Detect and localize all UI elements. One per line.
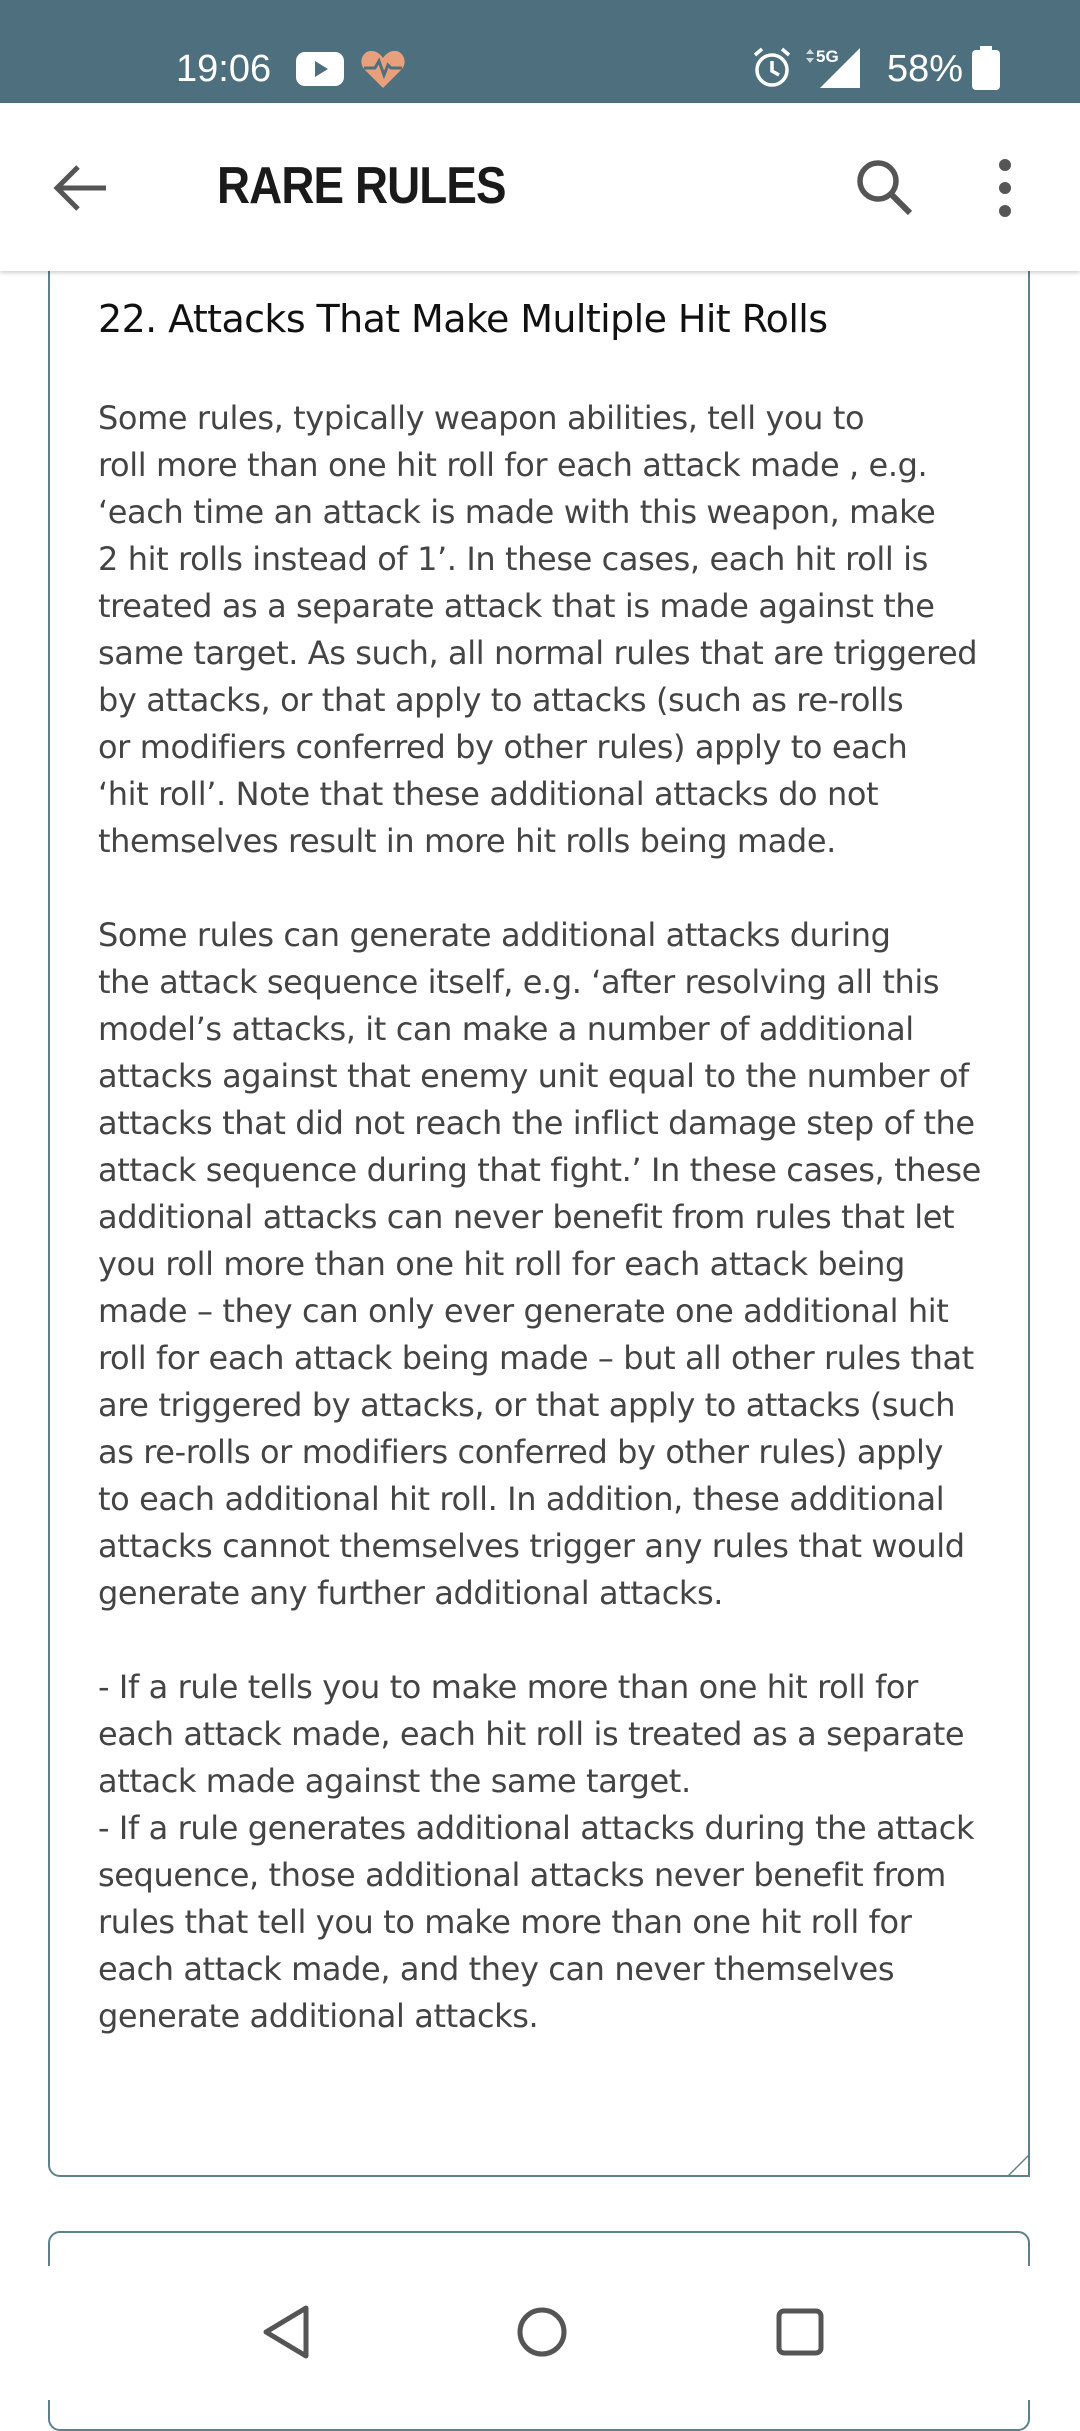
nav-home-icon[interactable] bbox=[512, 2302, 572, 2362]
rule-line: roll more than one hit roll for each attack made , e.g. bbox=[98, 446, 928, 484]
rule-line: the attack sequence itself, e.g. ‘after resolving all this bbox=[98, 963, 940, 1001]
status-bar bbox=[0, 0, 1080, 103]
nav-recents-icon[interactable] bbox=[772, 2302, 828, 2362]
health-heart-icon bbox=[360, 48, 406, 90]
more-vert-icon[interactable] bbox=[985, 153, 1025, 223]
rule-line: same target. As such, all normal rules that are triggered bbox=[98, 634, 978, 672]
rule-line: attacks that did not reach the inflict damage step of the bbox=[98, 1104, 975, 1142]
rule-line: you roll more than one hit roll for each attack being bbox=[98, 1245, 905, 1283]
card-fold-corner-icon bbox=[1006, 2153, 1030, 2177]
system-nav-bar bbox=[0, 2266, 1080, 2400]
rule-paragraph-2 bbox=[98, 912, 998, 1617]
rule-line: attacks cannot themselves trigger any rules that would bbox=[98, 1527, 965, 1565]
rule-line: sequence, those additional attacks never benefit from bbox=[98, 1856, 946, 1894]
rule-line: rules that tell you to make more than one hit roll for bbox=[98, 1903, 912, 1941]
rule-body bbox=[98, 395, 998, 2087]
rule-line: as re-rolls or modifiers conferred by other rules) apply bbox=[98, 1433, 943, 1471]
rule-line: themselves result in more hit rolls being made. bbox=[98, 822, 836, 860]
rule-title: 22. Attacks That Make Multiple Hit Rolls bbox=[98, 297, 828, 341]
rule-line: 2 hit rolls instead of 1’. In these cases, each hit roll is bbox=[98, 540, 928, 578]
rule-line: treated as a separate attack that is made against the bbox=[98, 587, 935, 625]
rule-line: model’s attacks, it can make a number of additional bbox=[98, 1010, 914, 1048]
rule-line: attack sequence during that fight.’ In these cases, these bbox=[98, 1151, 981, 1189]
rule-line: generate additional attacks. bbox=[98, 1997, 539, 2035]
app-bar bbox=[0, 103, 1080, 271]
content-scroll-area[interactable] bbox=[0, 271, 1080, 2266]
search-icon[interactable] bbox=[850, 153, 920, 223]
rule-card bbox=[48, 211, 1030, 2177]
status-time: 19:06 bbox=[176, 48, 272, 90]
rule-line: generate any further additional attacks. bbox=[98, 1574, 724, 1612]
battery-percent: 58% bbox=[887, 48, 964, 90]
svg-text:5G: 5G bbox=[816, 47, 839, 66]
rule-line: - If a rule tells you to make more than one hit roll for bbox=[98, 1668, 918, 1706]
rule-paragraph-1 bbox=[98, 395, 998, 865]
signal-icon bbox=[800, 44, 862, 90]
rule-line: - If a rule generates additional attacks during the attack bbox=[98, 1809, 975, 1847]
rule-line: by attacks, or that apply to attacks (such as re-rolls bbox=[98, 681, 904, 719]
rule-line: roll for each attack being made – but all other rules that bbox=[98, 1339, 974, 1377]
rule-line: are triggered by attacks, or that apply to attacks (such bbox=[98, 1386, 956, 1424]
battery-icon bbox=[972, 46, 1000, 90]
rule-line: made – they can only ever generate one additional hit bbox=[98, 1292, 949, 1330]
rule-line: Some rules, typically weapon abilities, tell you to bbox=[98, 399, 865, 437]
rule-line: ‘each time an attack is made with this weapon, make bbox=[98, 493, 936, 531]
rule-line: additional attacks can never benefit from rules that let bbox=[98, 1198, 955, 1236]
youtube-icon bbox=[296, 52, 344, 86]
rule-paragraph-3 bbox=[98, 1664, 998, 2040]
rule-line: ‘hit roll’. Note that these additional attacks do not bbox=[98, 775, 879, 813]
nav-back-icon[interactable] bbox=[258, 2302, 314, 2362]
back-arrow-icon[interactable] bbox=[46, 153, 116, 223]
rule-line: each attack made, each hit roll is treated as a separate bbox=[98, 1715, 965, 1753]
rule-line: or modifiers conferred by other rules) apply to each bbox=[98, 728, 908, 766]
rule-line: attack made against the same target. bbox=[98, 1762, 691, 1800]
rule-line: Some rules can generate additional attacks during bbox=[98, 916, 891, 954]
rule-line: each attack made, and they can never themselves bbox=[98, 1950, 895, 1988]
rule-line: attacks against that enemy unit equal to the number of bbox=[98, 1057, 969, 1095]
page-title: RARE RULES bbox=[217, 157, 506, 215]
rule-line: to each additional hit roll. In addition, these additional bbox=[98, 1480, 945, 1518]
alarm-icon bbox=[750, 46, 794, 90]
